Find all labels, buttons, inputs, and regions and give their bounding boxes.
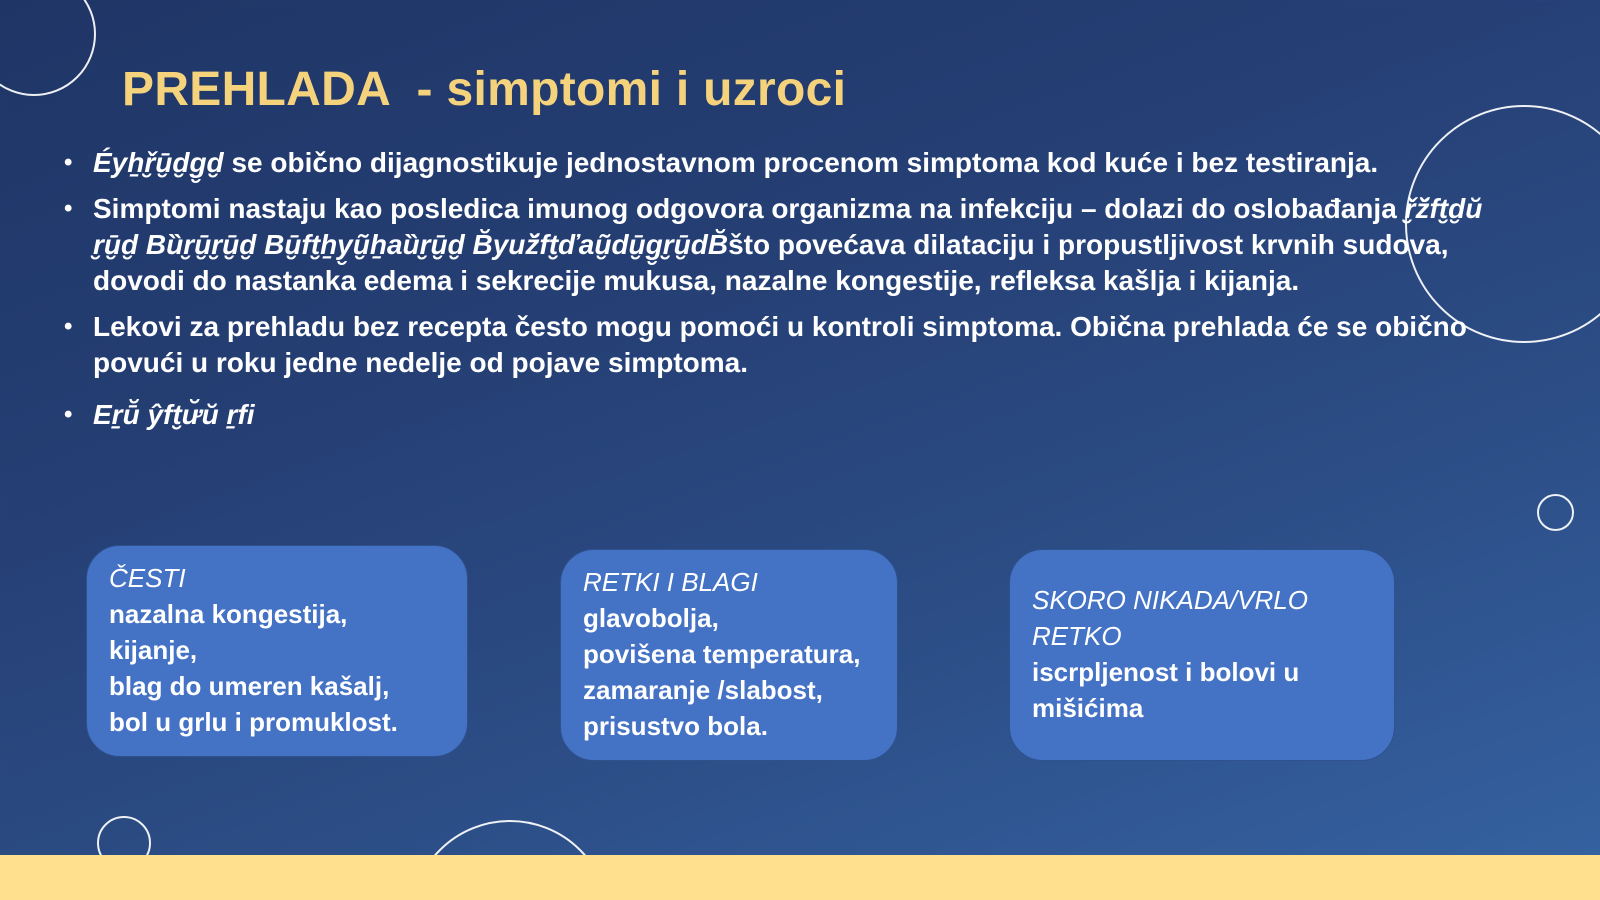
bullet-item — [60, 191, 1500, 299]
bullet-dot-icon: • — [64, 149, 73, 176]
bullet-dot-icon: • — [64, 401, 73, 428]
card-line: blag do umeren kašalj, — [109, 671, 390, 701]
bullet-dot-icon: • — [64, 195, 73, 222]
card-heading: RETKI I BLAGI — [583, 567, 758, 597]
card-line: nazalna kongestija, — [109, 599, 348, 629]
card-line: zamaranje /slabost, — [583, 675, 823, 705]
bullet-text: Simptomi nastaju kao posledica imunog odgovora organizma na infekciju – dolazi do oslobađanja — [93, 193, 1405, 224]
card-almost-never-symptoms — [1009, 549, 1395, 761]
footer-band — [0, 855, 1600, 900]
bullet-item — [60, 145, 1500, 181]
card-line: iscrpljenost i bolovi u — [1032, 657, 1300, 687]
bullet-item — [60, 309, 1500, 381]
decorative-circle-top-left — [0, 0, 96, 96]
slide-title: PREHLADA - simptomi i uzroci — [122, 63, 847, 116]
bullet-list — [60, 145, 1500, 443]
bullet-text: se obično dijagnostikuje jednostavnom procenom simptoma kod kuće i bez testiranja. — [223, 147, 1379, 178]
card-heading: SKORO NIKADA/VRLO — [1032, 585, 1308, 615]
card-heading: ČESTI — [109, 563, 186, 593]
bullet-item — [60, 397, 1500, 433]
bullet-italic-text: Eṟū̆ ŷft̮ư̆ŭ ṟfi — [93, 399, 255, 430]
bullet-italic-text: Éyẖř̮ū̮d̮g̮d̮ — [93, 147, 224, 178]
card-line: kijanje, — [109, 635, 198, 665]
card-line: mišićima — [1032, 693, 1144, 723]
card-line: bol u grlu i promuklost. — [109, 707, 398, 737]
bullet-text: što povećava dilataciju i propustljivost krvnih sudova, dovodi do nastanka edema i sekrecije mukusa, nazalne kongestije, refleksa kašlja i kijanja. — [93, 229, 1449, 296]
card-common-symptoms — [86, 545, 468, 757]
bullet-italic-text: ř̮ž̆ft̮d̮ŭ r̮ū̮d̮ Bȕr̮ū̮r̮ū̮d̮ Bū̮ft̮ẖy̮ũ̮ẖaȕr̮ū̮d̮ B̆yuž̆ft̮ďaũ̮dū̮g̮r̮ū̮dB̆ — [93, 193, 1483, 260]
card-line: glavobolja, — [583, 603, 719, 633]
card-line: prisustvo bola. — [583, 711, 768, 741]
bullet-text: Lekovi za prehladu bez recepta često mogu pomoći u kontroli simptoma. Obična prehlada će se obično povući u roku jedne nedelje od pojave simptoma. — [93, 311, 1467, 378]
bullet-dot-icon: • — [64, 313, 73, 340]
card-rare-mild-symptoms — [560, 549, 898, 761]
decorative-circle-right-small — [1537, 494, 1574, 531]
card-heading: RETKO — [1032, 621, 1122, 651]
card-line: povišena temperatura, — [583, 639, 861, 669]
